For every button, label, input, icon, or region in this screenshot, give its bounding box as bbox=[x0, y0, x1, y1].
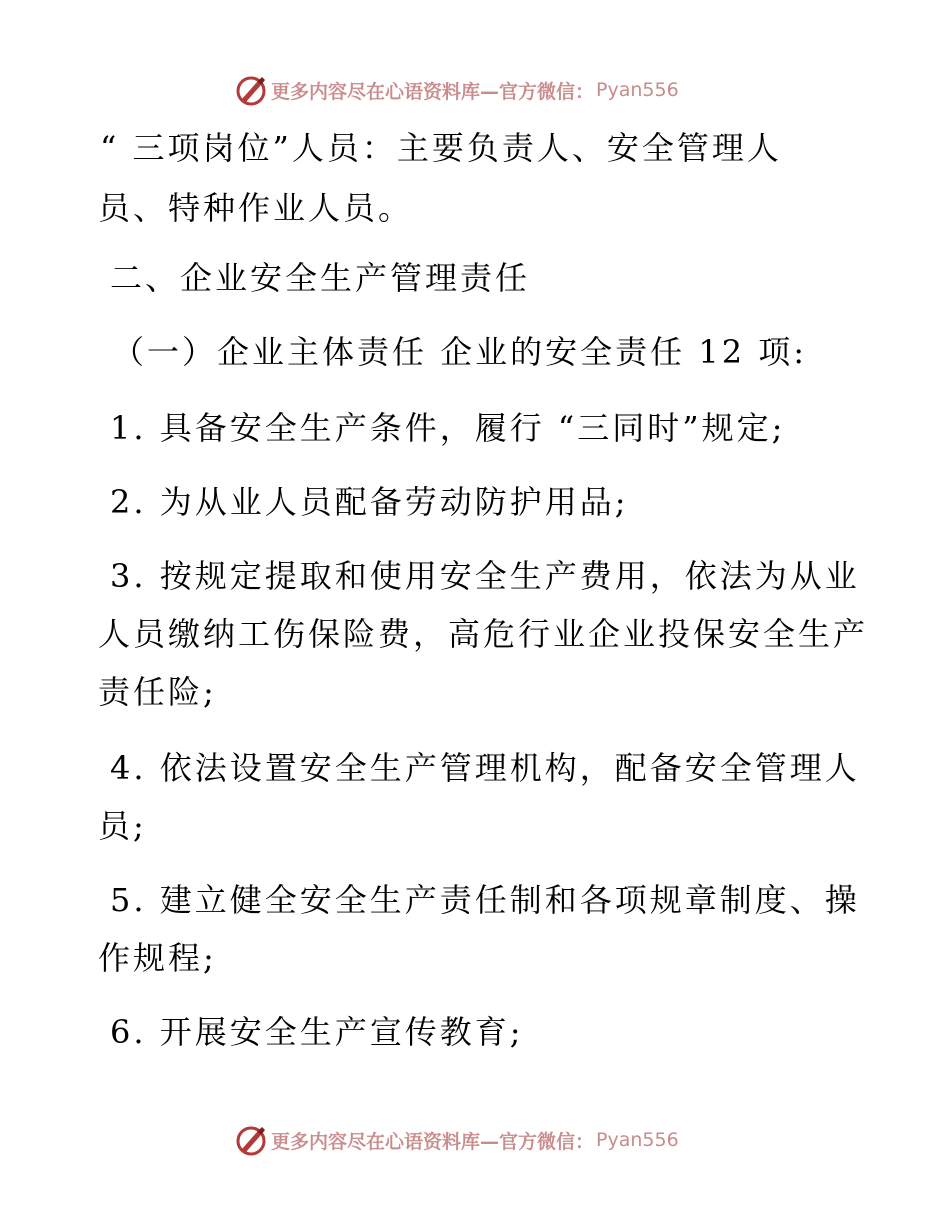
list-item: 3. 按规定提取和使用安全生产费用，依法为从业 bbox=[110, 557, 860, 595]
list-item-continued: 员; bbox=[98, 807, 147, 845]
list-item-continued: 作规程; bbox=[98, 939, 217, 977]
footer-watermark bbox=[235, 1122, 755, 1158]
list-item-continued: 责任险; bbox=[98, 673, 217, 711]
list-item: 1. 具备安全生产条件，履行 “三同时”规定; bbox=[110, 409, 786, 447]
text-line: 员、特种作业人员。 bbox=[98, 189, 414, 227]
list-item: 2. 为从业人员配备劳动防护用品; bbox=[110, 483, 629, 521]
watermark-wechat-id: Pyan556 bbox=[596, 79, 679, 101]
list-item: 5. 建立健全安全生产责任制和各项规章制度、操 bbox=[110, 881, 860, 919]
subsection-heading: （一）企业主体责任 企业的安全责任 12 项: bbox=[112, 333, 808, 371]
text-line: “ 三项岗位”人员：主要负责人、安全管理人 bbox=[100, 129, 782, 167]
watermark-wechat-id: Pyan556 bbox=[596, 1129, 679, 1151]
list-item: 4. 依法设置安全生产管理机构，配备安全管理人 bbox=[110, 749, 860, 787]
watermark-text: 更多内容尽在心语资料库—官方微信： bbox=[271, 80, 595, 103]
header-watermark bbox=[235, 72, 755, 108]
section-heading: 二、企业安全生产管理责任 bbox=[110, 259, 531, 297]
pen-logo-icon bbox=[235, 1124, 267, 1156]
pen-logo-icon bbox=[235, 74, 267, 106]
watermark-text: 更多内容尽在心语资料库—官方微信： bbox=[271, 1130, 595, 1153]
list-item: 6. 开展安全生产宣传教育; bbox=[110, 1013, 524, 1051]
list-item-continued: 人员缴纳工伤保险费，高危行业企业投保安全生产 bbox=[98, 615, 869, 653]
